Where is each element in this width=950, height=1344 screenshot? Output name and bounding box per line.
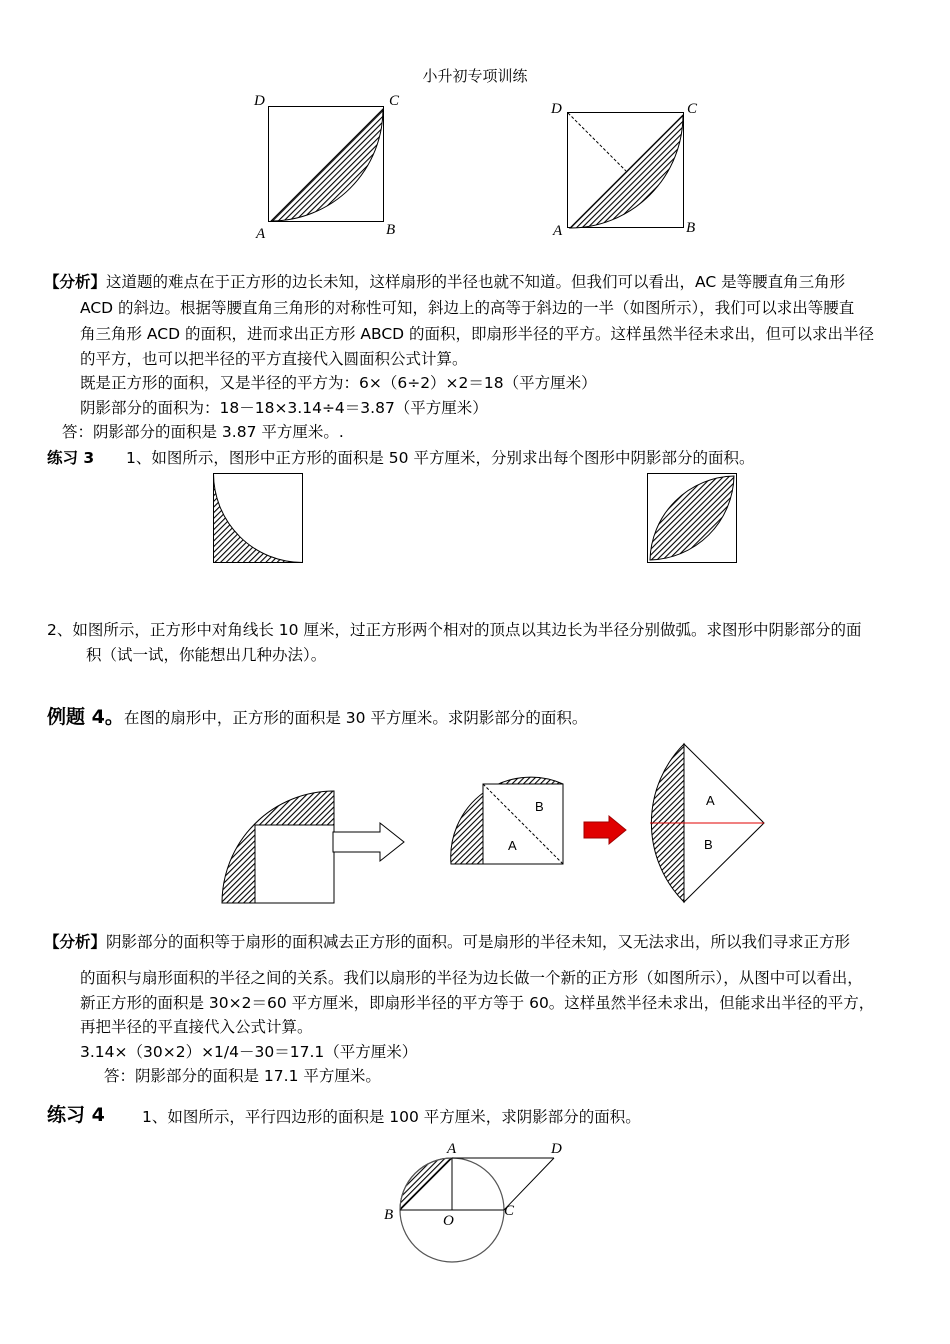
p4-label-o: O [443, 1213, 454, 1229]
analysis4-line1-text: 阴影部分的面积等于扇形的面积减去正方形的面积。可是扇形的半径未知，又无法求出，所以我们寻求正方形 [106, 933, 851, 951]
page-header: 小升初专项训练 [422, 67, 528, 85]
fig1b-label-b: B [686, 220, 696, 236]
fig1b-label-c: C [687, 101, 698, 117]
practice3-q2-line1: 2、如图所示，正方形中对角线长 10 厘米，过正方形两个相对的顶点以其边长为半径分别做弧。求图形中阴影部分的面 [47, 621, 862, 639]
ex4-fig3-label-b: B [704, 837, 713, 852]
analysis1-calc2: 阴影部分的面积为：18－18×3.14÷4＝3.87（平方厘米） [80, 399, 488, 417]
ex4-fig2-label-b: B [535, 799, 544, 814]
fig1b-label-d: D [551, 101, 562, 117]
figure-quarter-circle-square [213, 473, 305, 565]
analysis4-line1 [44, 930, 850, 955]
ex4-fig3-label-a: A [706, 793, 715, 808]
analysis1-line2: ACD 的斜边。根据等腰直角三角形的对称性可知，斜边上的高等于斜边的一半（如图所示），我们可以求出等腰直 [80, 299, 855, 317]
red-arrow-icon [583, 815, 628, 845]
p4-label-d: D [551, 1141, 562, 1157]
p4-label-a: A [447, 1141, 457, 1157]
fig1-label-b: B [386, 222, 396, 238]
analysis1-tag: 【分析】 [44, 273, 107, 291]
practice3-q2-line2: 积（试一试，你能想出几种办法）。 [86, 646, 327, 664]
figure-sector-with-square [220, 790, 340, 905]
practice3-tag: 练习 3 [47, 449, 95, 467]
fig1-label-d: D [254, 93, 265, 109]
analysis4-calc: 3.14×（30×2）×1/4－30＝17.1（平方厘米） [80, 1043, 418, 1061]
p4-label-c: C [504, 1203, 515, 1219]
analysis4-line3: 新正方形的面积是 30×2＝60 平方厘米，即扇形半径的平方等于 60。这样虽然半径未求出，但能求出半径的平方， [80, 994, 875, 1012]
outline-arrow-icon [332, 822, 407, 862]
example4-tag: 例题 4。 [47, 706, 124, 728]
analysis4-tag: 【分析】 [44, 933, 107, 951]
analysis1-line1 [44, 270, 845, 295]
figure-square-segment-right [567, 112, 687, 230]
fig1b-label-a: A [553, 223, 563, 239]
fig1-label-c: C [389, 93, 400, 109]
figure-leaf-square [647, 473, 739, 565]
practice4-tag: 练习 4 [47, 1104, 105, 1126]
analysis1-answer: 答：阴影部分的面积是 3.87 平方厘米。. [62, 423, 344, 441]
analysis1-line4: 的平方，也可以把半径的平方直接代入圆面积公式计算。 [80, 350, 468, 368]
figure-square-segment-left [268, 106, 388, 226]
example4-text: 在图的扇形中，正方形的面积是 30 平方厘米。求阴影部分的面积。 [123, 709, 588, 727]
ex4-fig2-label-a: A [508, 838, 517, 853]
analysis4-line4: 再把半径的平直接代入公式计算。 [80, 1018, 313, 1036]
analysis1-line3: 角三角形 ACD 的面积，进而求出正方形 ABCD 的面积，即扇形半径的平方。这样虽然半径未求出，但可以求出半径 [80, 325, 875, 343]
practice3-q1: 1、如图所示，图形中正方形的面积是 50 平方厘米，分别求出每个图形中阴影部分的面积。 [126, 449, 755, 467]
analysis1-line1-text: 这道题的难点在于正方形的边长未知，这样扇形的半径也就不知道。但我们可以看出，AC 是等腰直角三角形 [106, 273, 846, 291]
example4-line [47, 705, 587, 731]
practice4-q1: 1、如图所示，平行四边形的面积是 100 平方厘米，求阴影部分的面积。 [142, 1108, 641, 1126]
analysis1-calc1: 既是正方形的面积，又是半径的平方为：6×（6÷2）×2＝18（平方厘米） [80, 374, 597, 392]
analysis4-answer: 答：阴影部分的面积是 17.1 平方厘米。 [104, 1067, 381, 1085]
p4-label-b: B [384, 1207, 394, 1223]
analysis4-line2: 的面积与扇形面积的半径之间的关系。我们以扇形的半径为边长做一个新的正方形（如图所示），从图中可以看出， [80, 969, 863, 987]
fig1-label-a: A [256, 226, 266, 242]
figure-circle-parallelogram [398, 1148, 558, 1263]
figure-rotated-square [648, 742, 768, 904]
